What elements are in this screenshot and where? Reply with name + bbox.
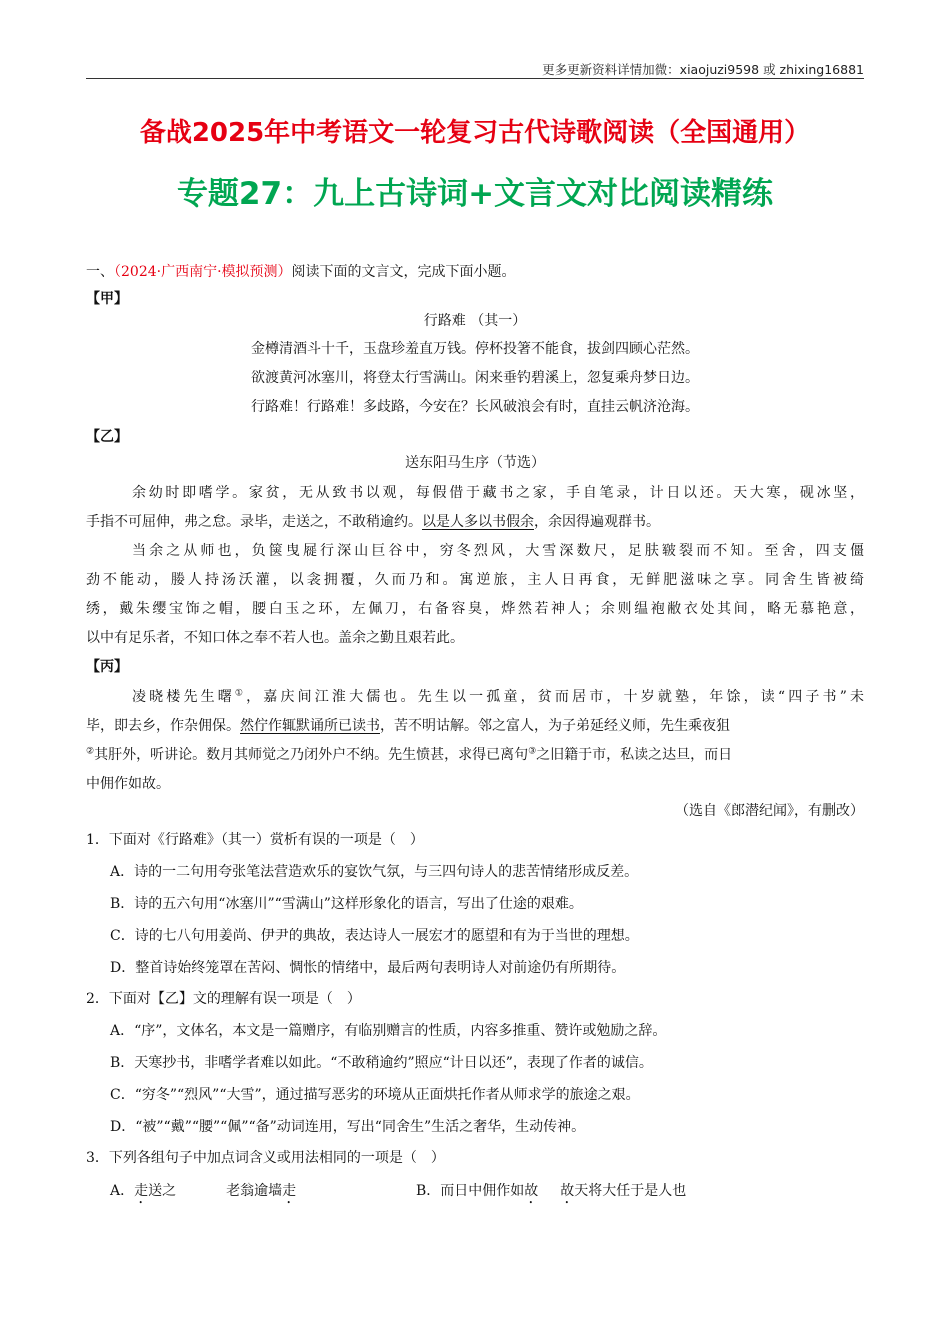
dotted-word: 走 — [134, 1183, 149, 1199]
passage-yi-line: 劲不能动，媵人持汤沃灌，以衾拥覆，久而乃和。寓逆旅，主人日再食，无鲜肥滋味之享。同舍生皆被绮 — [86, 572, 864, 588]
question-1-option-b: B．诗的五六句用“冰塞川”“雪满山”这样形象化的语言，写出了仕途的艰难。 — [110, 896, 583, 912]
question-1-option-a: A．诗的一二句用夸张笔法营造欢乐的宴饮气氛，与三四句诗人的悲苦情绪形成反差。 — [110, 864, 639, 880]
label-jia: 【甲】 — [86, 291, 128, 307]
dotted-word: 故 — [524, 1183, 539, 1199]
footnote-marker: ② — [86, 746, 95, 757]
option-text: 天将大任于是人也 — [574, 1183, 687, 1199]
question-3: 3．下列各组句子中加点词含义或用法相同的一项是（ ） — [86, 1150, 445, 1166]
question-2: 2．下面对【乙】文的理解有误一项是（ ） — [86, 991, 361, 1007]
label-bing: 【丙】 — [86, 659, 128, 675]
question-1-option-d: D．整首诗始终笼罩在苦闷、惆怅的情绪中，最后两句表明诗人对前途仍有所期待。 — [110, 960, 626, 976]
passage-yi-line: 当余之从师也，负箧曳屣行深山巨谷中，穷冬烈风，大雪深数尺，足肤皲裂而不知。至舍，四支僵 — [132, 543, 864, 559]
question-2-option-d: D．“被”“戴”“腰”“佩”“备”动词连用，写出“同舍生”生活之奢华，生动传神。 — [110, 1119, 586, 1135]
underlined-sentence: 以是人多以书假余 — [422, 514, 534, 530]
footnote-marker: ③ — [528, 746, 537, 757]
label-yi: 【乙】 — [86, 429, 128, 445]
option-text: 老翁逾墙 — [226, 1183, 283, 1199]
question-2-option-b: B．天寒抄书，非嗜学者难以如此。“不敢稍逾约”照应“计日以还”，表现了作者的诚信。 — [110, 1055, 653, 1071]
footnote-marker: ① — [234, 688, 247, 699]
passage-yi-line: 以中有足乐者，不知口体之奉不若人也。盖余之勤且艰若此。 — [86, 630, 464, 646]
passage-yi-line: 余幼时即嗜学。家贫，无从致书以观，每假借于藏书之家，手自笔录，计日以还。天大寒，砚冰坚， — [132, 485, 864, 501]
dotted-word: 故 — [560, 1183, 575, 1199]
page-title: 备战2025年中考语文一轮复习古代诗歌阅读（全国通用） — [139, 118, 811, 148]
question-2-option-c: C．“穷冬”“烈风”“大雪”，通过描写恶劣的环境从正面烘托作者从师求学的旅途之艰。 — [110, 1087, 640, 1103]
poem-line-1: 金樽清酒斗十千，玉盘珍羞直万钱。停杯投箸不能食，拔剑四顾心茫然。 — [251, 341, 699, 357]
question-1-option-c: C．诗的七八句用姜尚、伊尹的典故，表达诗人一展宏才的愿望和有为于当世的理想。 — [110, 928, 639, 944]
section-instruction: 阅读下面的文言文，完成下面小题。 — [291, 264, 516, 280]
passage-text: ，嘉庆间江淮大儒也。先生以一孤童，贫而居市，十岁就塾，年馀，读“四子书”未 — [246, 689, 865, 705]
option-letter: A． — [110, 1183, 135, 1199]
passage-text: ，苦不明诂解。邻之富人，为子弟延经义师，先生乘夜狙 — [380, 718, 730, 734]
option-letter: B． — [416, 1183, 441, 1199]
passage-bing-line — [132, 687, 864, 707]
question-3-option-b — [416, 1181, 686, 1207]
passage-yi-line: 绣，戴朱缨宝饰之帽，腰白玉之环，左佩刀，右备容臭，烨然若神人；余则缊袍敝衣处其间，略无慕艳意， — [86, 601, 864, 617]
passage-yi-line — [86, 512, 660, 532]
passage-text: 凌晓楼先生曙 — [132, 689, 235, 705]
passage-bing-line — [86, 716, 730, 736]
option-text: 送之 — [148, 1183, 177, 1199]
passage-text: 毕，即去乡，作杂佣保。 — [86, 718, 240, 734]
poem-line-3: 行路难！行路难！多歧路，今安在？长风破浪会有时，直挂云帆济沧海。 — [251, 399, 699, 415]
header-note: 更多更新资料详情加微：xiaojuzi9598 或 zhixing16881 — [542, 62, 864, 77]
question-1: 1．下面对《行路难》（其一）赏析有误的一项是（ ） — [86, 832, 424, 848]
passage-source: （选自《郎潜纪闻》，有删改） — [675, 803, 864, 819]
header-divider — [86, 78, 864, 79]
dotted-word: 走 — [282, 1183, 297, 1199]
section-source: （2024·广西南宁·模拟预测） — [114, 264, 292, 280]
section-heading — [86, 262, 516, 282]
passage-text: ，余因得遍观群书。 — [534, 514, 660, 530]
question-2-option-a: A．“序”，文体名，本文是一篇赠序，有临别赠言的性质，内容多推重、赞许或勉励之辞。 — [110, 1023, 667, 1039]
poem-line-2: 欲渡黄河冰塞川，将登太行雪满山。闲来垂钓碧溪上，忽复乘舟梦日边。 — [251, 370, 699, 386]
question-3-option-a — [110, 1181, 296, 1207]
passage-yi-title: 送东阳马生序（节选） — [405, 455, 545, 471]
passage-text: 之旧籍于市，私读之达旦，而日 — [536, 747, 733, 763]
option-text: 而日中佣作如 — [440, 1183, 525, 1199]
section-number: 一、 — [86, 264, 114, 280]
passage-text: 手指不可屈伸，弗之怠。录毕，走送之，不敢稍逾约。 — [86, 514, 422, 530]
underlined-sentence: 然佇作辄默诵所已读书 — [240, 718, 380, 734]
poem-title: 行路难 （其一） — [423, 313, 527, 329]
passage-bing-line — [86, 745, 732, 765]
passage-text: 其肝外，听讲论。数月其师觉之乃闭外户不纳。先生愤甚，求得已离句 — [94, 747, 529, 763]
passage-bing-line: 中佣作如故。 — [86, 776, 170, 792]
page-subtitle: 专题27：九上古诗词+文言文对比阅读精练 — [176, 176, 774, 212]
